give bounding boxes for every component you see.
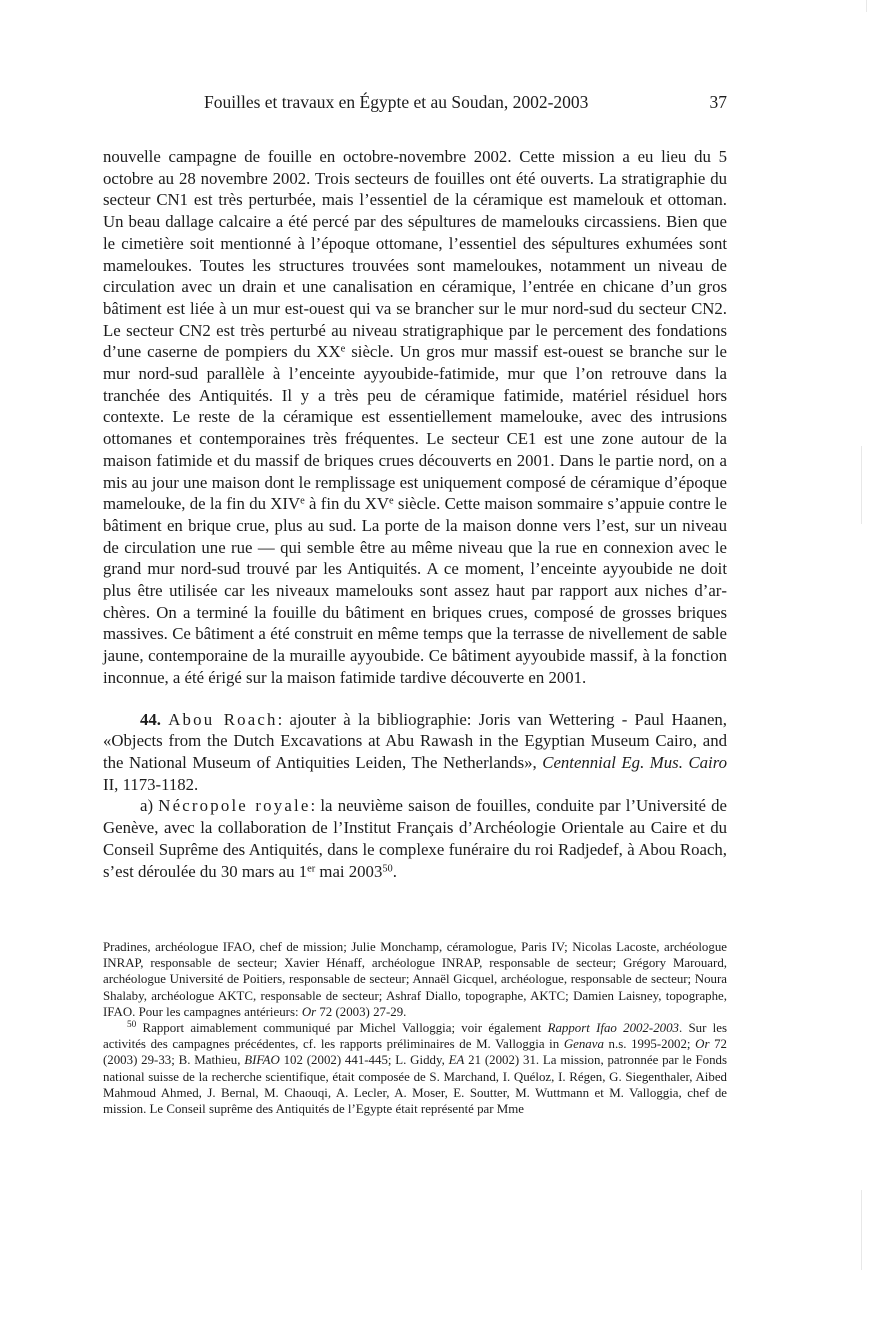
text-run: siècle. Cette maison sommaire s’appuie contre le bâtiment en brique crue, plus au sud. La porte de la maison donne vers l’est, sur un niveau de circulation une rue — qui semble être au même niveau que la rue en connexion avec le grand mur nord-sud trouvé par les Antiquités. A ce moment, l’enceinte ayyoubide ne doit plus être utilisée car les niveaux mamelouks sont assez haut par rapport aux niches d’archères. On a terminé la fouille du bâtiment en briques crues, composé de grosses briques massives. Ce bâtiment a été construit en même temps que la terrasse de nivellement de sable jaune, contemporaine de la muraille ayyoubide. Ce bâtiment ayyoubide massif, à la fonction inconnue, a été érigé sur la maison fatimide tardive découverte en 2001. [103, 494, 728, 687]
journal-abbrev: Genava [563, 1037, 604, 1052]
page-number: 37 [709, 92, 727, 112]
text-run: siècle. Un gros mur massif est-ouest se branche sur le mur nord-sud parallèle à l’enceinte ayyoubide-fatimide, mur que l’on retrouve dans la tranchée des Antiquités. Il y a très peu de céramique fatimide, matériel résiduel hors contexte. Le reste de la céramique est essentiellement mamelouke, avec des intrusions ottomanes et contemporaines très fréquentes. Le secteur CE1 est une zone autour de la maison fatimide et du massif de briques crues découverts en 2001. Dans le partie nord, on a mis au jour une maison dont le remplissage est uniquement composé de céramique d’époque mamelouke, de la fin du XIV [103, 342, 727, 514]
text-run: . Sur les activités des campagnes précédentes, cf. les rapports préliminaires de M. Valloggia in [103, 1021, 727, 1052]
journal-abbrev: BIFAO [244, 1053, 280, 1068]
text-run: 72 (2003) 29-33; B. Mathieu, [103, 1037, 728, 1068]
text-run: 102 (2002) 441-445; L. Giddy, [279, 1053, 449, 1068]
section-number: 44. [140, 709, 161, 729]
scan-edge-mark [866, 0, 867, 12]
footnote-number: 50 [127, 1019, 137, 1030]
section-44-paragraph [103, 709, 727, 796]
footnote-50 [103, 1020, 727, 1117]
journal-abbrev: Or [695, 1037, 710, 1052]
footnote-continued [103, 939, 727, 1020]
running-header [103, 90, 727, 114]
running-title: Fouilles et travaux en Égypte et au Soudan, 2002-2003 [204, 92, 589, 112]
text-run: Pradines, archéologue IFAO, chef de mission; Julie Monchamp, céramologue, Paris IV; Nicolas Lacoste, archéologue INRAP, responsable de secteur; Xavier Hénaff, archéologue INRAP, responsable de secteur; Grégory Marouard, archéologue Université de Poitiers, responsable de secteur; Annaël Gicquel, archéologue, responsable de secteur; Noura Shalaby, archéologue AKTC, responsable de secteur; Ashraf Diallo, topographe, AKTC; Damien Laisney, topographe, IFAO. Pour les campagnes antérieurs: [103, 940, 727, 1019]
main-text [103, 146, 727, 882]
scan-edge-mark [861, 446, 862, 524]
footnotes [103, 939, 727, 1117]
superscript: er [307, 862, 316, 874]
superscript: e [300, 495, 305, 507]
text-run: n.s. 1995-2002; [603, 1037, 696, 1052]
text-run: 21 (2002) 31. La mission, patronnée par le Fonds national suisse de la recherche scientifique, était composée de S. Marchand, I. Quéloz, I. Régen, G. Siegenthaler, Aibed Mahmoud Ahmed, J. Bernal, M. Chaouqi, A. Lecler, A. Moser, E. Soutter, M. Wuttmann et M. Valloggia, chef de mission. Le Conseil suprême des Antiquités de l’Egypte était représenté par Mme [103, 1053, 727, 1117]
scan-edge-mark [861, 1190, 862, 1270]
text-run: nouvelle campagne de fouille en octobre-novembre 2002. Cette mission a eu lieu du 5 octobre au 28 novembre 2002. Trois secteurs de fouilles ont été ouverts. La stratigraphie du secteur CN1 est très perturbée, mais l’essentiel de la céramique est mamelouk et ottoman. Un beau dallage calcaire a été percé par des sépultures de mamelouks circassiens. Bien que le cimetière soit mentionné à l’époque ottomane, l’essentiel des sépultures exhumées sont mameloukes. Toutes les structures trouvées sont mameloukes, notamment un niveau de circulation avec un drain et une canalisation en céramique, l’entrée en chicane d’un gros bâtiment est liée à un mur est-ouest qui va se brancher sur le mur nord-sud du secteur CN2. Le secteur CN2 est très perturbé au niveau stratigraphique par le percement des fondations d’une caserne de pompiers du XX [103, 147, 727, 362]
subsection-heading: Nécropole royale [158, 796, 311, 816]
text-run: à fin du XV [304, 494, 390, 514]
text-run: 72 (2003) 27-29. [316, 1004, 407, 1019]
text-run: : ajouter à la bibliographie: Joris van Wettering - Paul Haanen, «Objects from the Dutch Excavations at Abu Rawash in the Egyptian Museum Cairo, and the National Museum of Antiquities Leiden, The Netherlands», [103, 709, 728, 772]
body-paragraph [103, 146, 727, 689]
italic-title: Rapport Ifao 2002-2003 [547, 1021, 679, 1036]
superscript: e [340, 343, 346, 355]
journal-abbrev: Or [301, 1004, 317, 1019]
journal-title: Centennial Eg. Mus. Cairo [542, 752, 727, 772]
superscript: e [389, 495, 394, 507]
footnote-reference: 50 [382, 862, 393, 874]
journal-abbrev: EA [448, 1053, 465, 1068]
subsection-label: a) [140, 796, 159, 816]
site-name: Abou Roach [168, 709, 278, 729]
text-run: mai 2003 [315, 861, 383, 881]
text-run: . [392, 861, 397, 881]
text-run: II, 1173-1182. [103, 774, 199, 794]
subsection-a-paragraph [103, 795, 727, 882]
text-run: : la neuvième saison de fouilles, conduite par l’Université de Genève, avec la collaboration de l’Institut Français d’Archéologie Orientale au Caire et du Conseil Suprême des Antiquités, dans le complexe funéraire du roi Radjedef, à Abou Roach, s’est déroulée du 30 mars au 1 [103, 796, 727, 881]
text-run: Rapport aimablement communiqué par Michel Valloggia; voir également [136, 1021, 548, 1036]
